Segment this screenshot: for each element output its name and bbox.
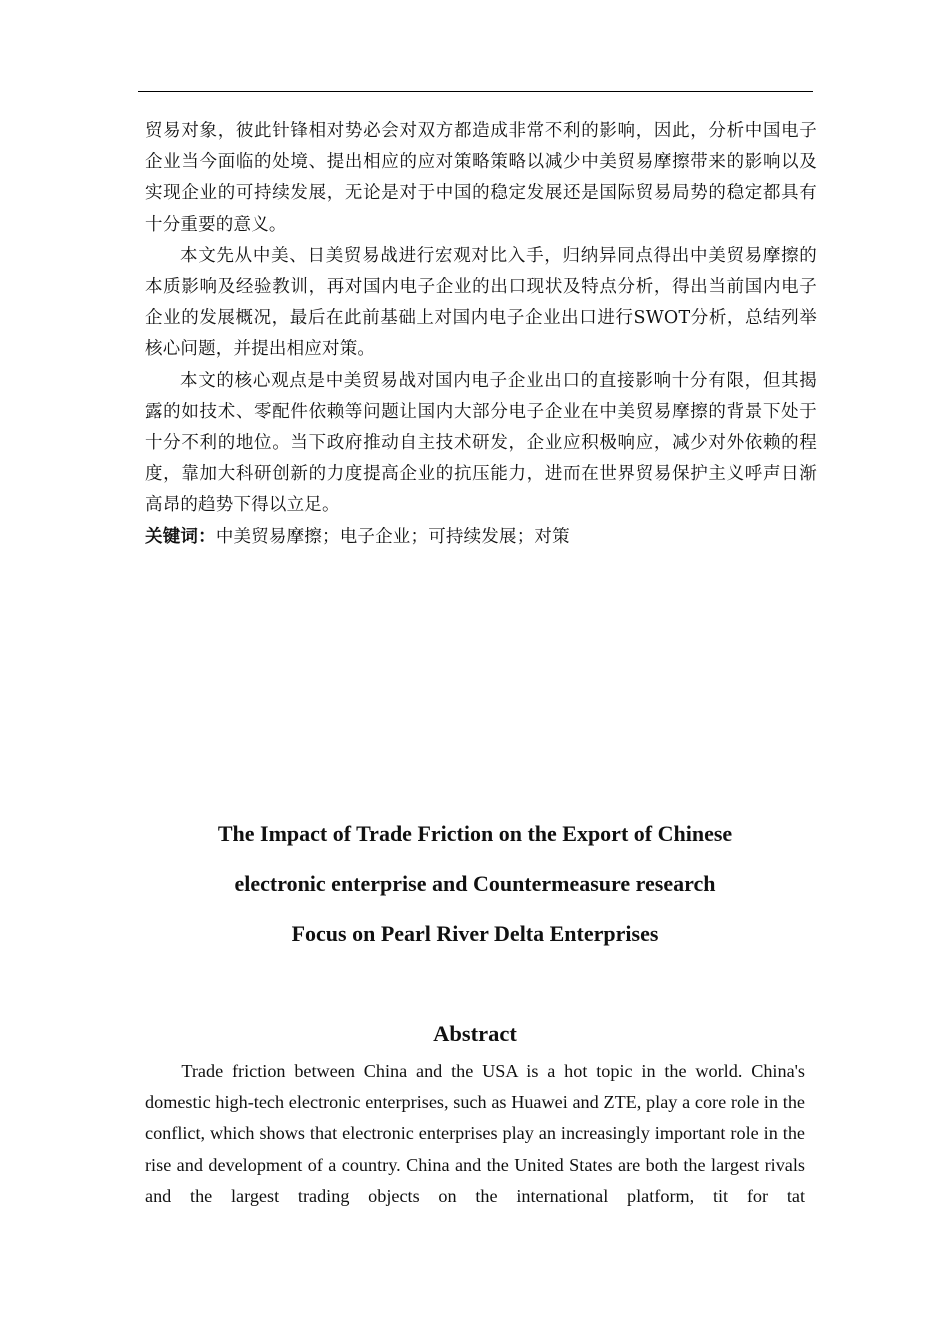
english-title-line-2: electronic enterprise and Countermeasure research [234,871,716,896]
abstract-heading: Abstract [433,1021,517,1046]
chinese-abstract [145,116,817,553]
header-rule [138,91,813,92]
keywords-text: 中美贸易摩擦；电子企业；可持续发展；对策 [215,526,570,547]
english-title-line-1: The Impact of Trade Friction on the Export of Chinese [217,821,733,846]
cn-paragraph-2: 本文先从中美、日美贸易战进行宏观对比入手，归纳异同点得出中美贸易摩擦的本质影响及经验教训，再对国内电子企业的出口现状及特点分析，得出当前国内电子企业的发展概况，最后在此前基础上对国内电子企业出口进行SWOT分析，总结列举核心问题，并提出相应对策。 [145,245,817,360]
keywords-label: 关键词： [145,526,216,547]
abstract-paragraph: Trade friction between China and the USA is a hot topic in the world. China's domestic high-tech electronic enterprises, such as Huawei and ZTE, play a core role in the conflict, which shows that electronic enterprises play an increasingly important role in the rise and development of a country. China and the United States are both the largest rivals and the largest trading objects on the international platform, tit for tat [145,1061,805,1206]
english-title-line-3: Focus on Pearl River Delta Enterprises [291,921,659,946]
cn-paragraph-3: 本文的核心观点是中美贸易战对国内电子企业出口的直接影响十分有限，但其揭露的如技术、零配件依赖等问题让国内大部分电子企业在中美贸易摩擦的背景下处于十分不利的地位。当下政府推动自主技术研发，企业应积极响应，减少对外依赖的程度，靠加大科研创新的力度提高企业的抗压能力，进而在世界贸易保护主义呼声日渐高昂的趋势下得以立足。 [145,370,817,516]
keywords-line [145,522,817,553]
cn-paragraph-1: 贸易对象，彼此针锋相对势必会对双方都造成非常不利的影响，因此，分析中国电子企业当今面临的处境、提出相应的应对策略策略以减少中美贸易摩擦带来的影响以及实现企业的可持续发展，无论是对于中国的稳定发展还是国际贸易局势的稳定都具有十分重要的意义。 [145,121,817,235]
